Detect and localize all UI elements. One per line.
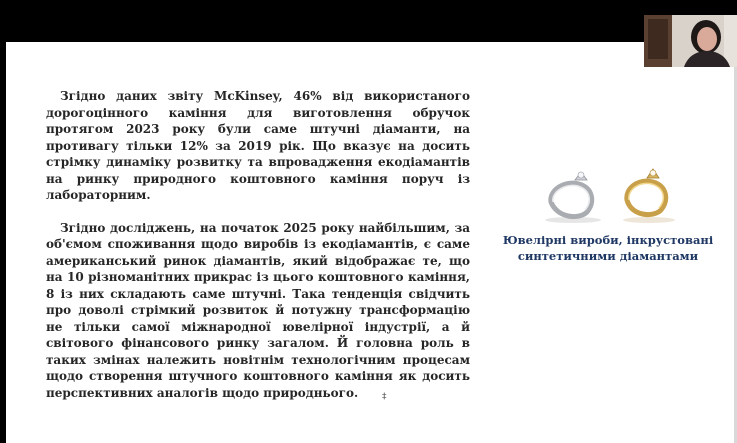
webcam-presenter (644, 15, 737, 67)
white-gold-ring-icon (551, 172, 592, 217)
yellow-gold-ring-icon (627, 169, 666, 215)
paragraph-1: Згідно даних звіту McKinsey, 46% від використаного дорогоцінного каміння для виготовлення обручок протягом 2023 року були саме штучні діаманти, на противагу тільки 12% за 2019 рік. Що вказує на досить стрімку динаміку розвитку та впровадження екодіамантів на ринку природного коштовного каміння поруч із лабораторним. (46, 89, 470, 202)
slide-body-text (46, 88, 470, 417)
slide (6, 42, 737, 443)
image-caption: Ювелірні вироби, інкрустовані синтетичними діамантами (502, 233, 714, 263)
page-marker: ‡ (382, 392, 387, 402)
top-black-bar (0, 0, 737, 42)
paragraph-2: Згідно досліджень, на початок 2025 року найбільшим, за об'ємом споживання щодо виробів із екодіамантів, є саме американський ринок діамантів, який відображає те, що на 10 різноманітних прикрас із цього коштовного каміння, 8 із них складають саме штучні. Така тенденція свідчить про доволі стрімкий розвиток й потужну трансформацію не тільки самої міжнародної ювелірної індустрії, а й світового фінансового ринку загалом. Й головна роль в таких змінах належить новітнім технологічним процесам щодо створення штучного коштовного каміння як досить перспективних аналогів щодо природнього. (46, 220, 470, 400)
rings-image (531, 162, 687, 224)
